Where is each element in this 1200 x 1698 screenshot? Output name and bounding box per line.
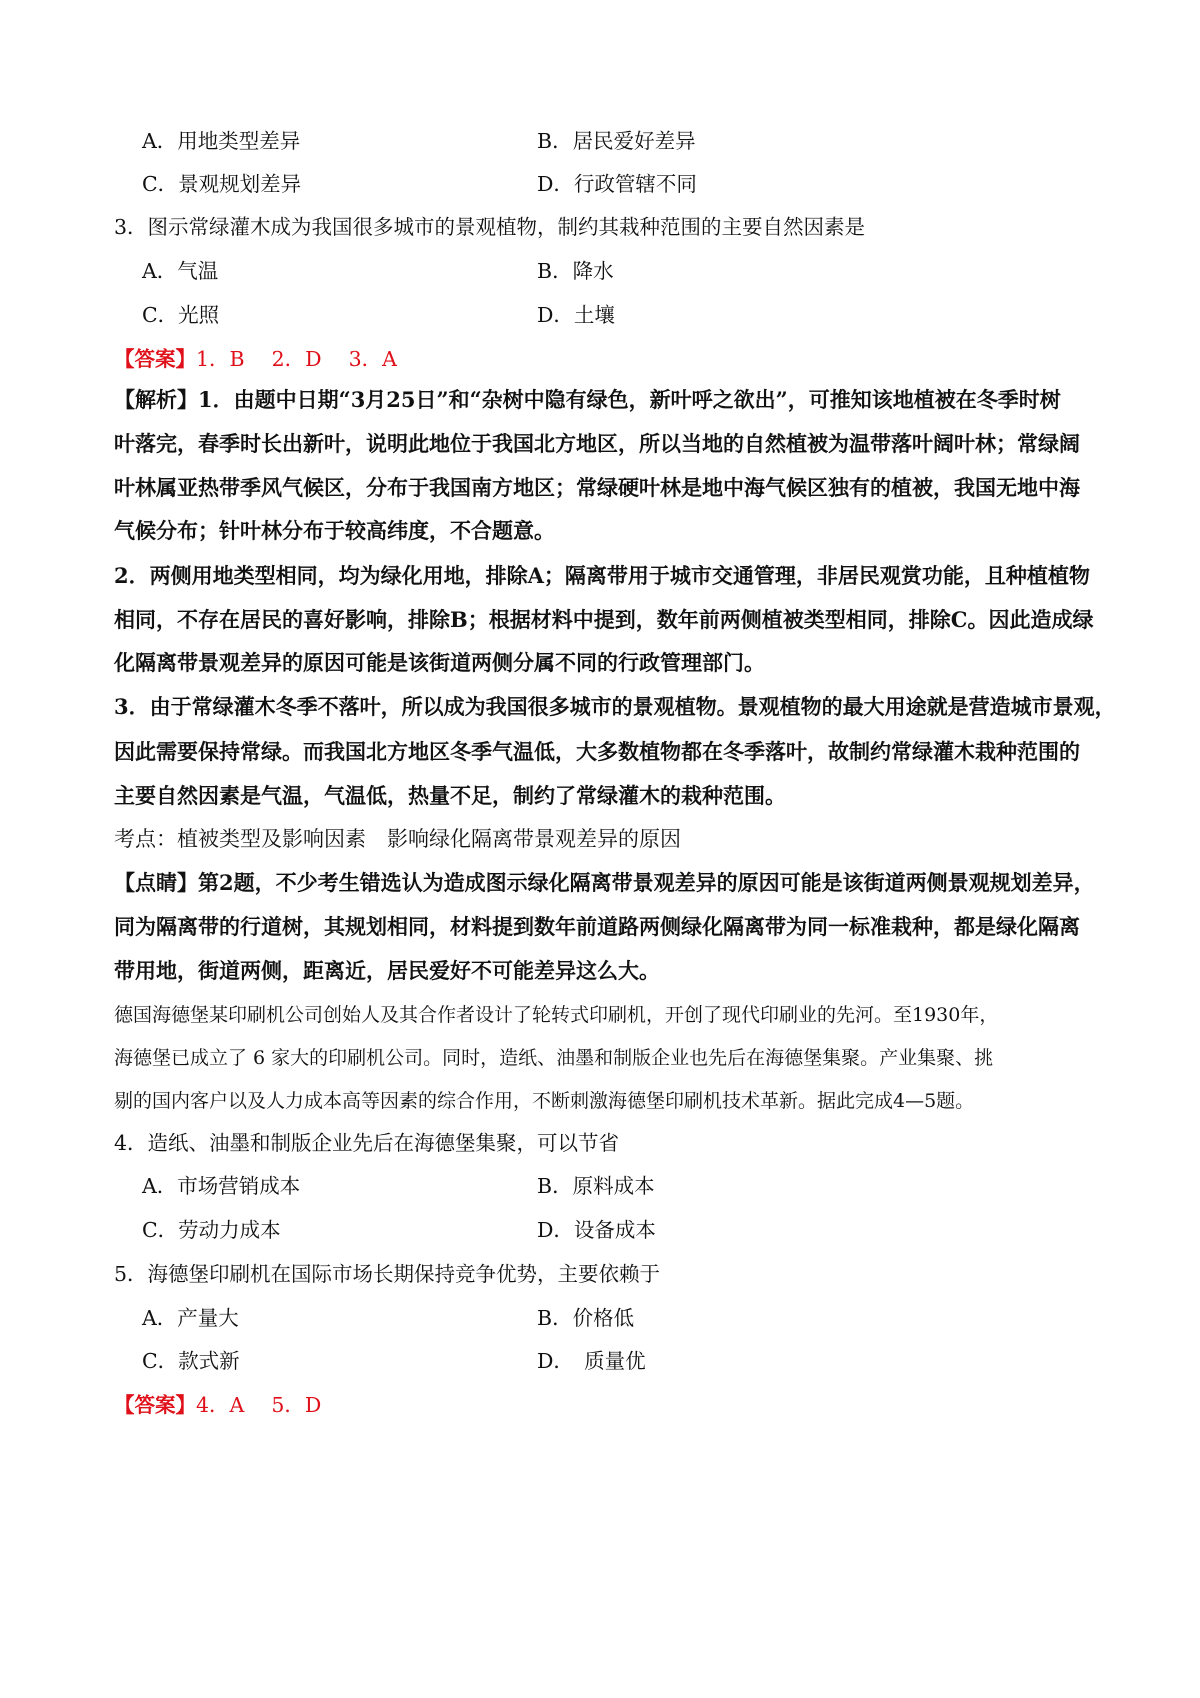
dianjing-line-2: 同为隔离带的行道树，其规划相同，材料提到数年前道路两侧绿化隔离带为同一标准栽种，都是绿化隔离 <box>114 914 1080 939</box>
answer-text: 1．B 2．D 3．A <box>196 347 397 371</box>
q5-option-b: B．价格低 <box>537 1306 635 1330</box>
q2-option-d: D．行政管辖不同 <box>537 172 697 196</box>
analysis-line-2: 叶落完，春季时长出新叶，说明此地位于我国北方地区，所以当地的自然植被为温带落叶阔叶林；常绿阔 <box>114 431 1080 456</box>
q4-option-b: B．原料成本 <box>537 1174 655 1198</box>
q3-option-d: D．土壤 <box>537 303 615 327</box>
analysis-line-8: 3．由于常绿灌木冬季不落叶，所以成为我国很多城市的景观植物。景观植物的最大用途就是营造城市景观， <box>114 694 1116 719</box>
kaodian: 考点：植被类型及影响因素 影响绿化隔离带景观差异的原因 <box>114 827 681 851</box>
q2-option-b: B．居民爱好差异 <box>537 129 696 153</box>
dianjing-line-1 <box>114 868 1095 898</box>
analysis-line-4: 气候分布；针叶林分布于较高纬度，不合题意。 <box>114 518 555 543</box>
analysis-text: 1．由题中日期“3月25日”和“杂树中隐有绿色，新叶呼之欲出”，可推知该地植被在冬季时树 <box>198 387 1061 412</box>
answer-text: 4．A 5．D <box>196 1393 322 1417</box>
answer-1-3 <box>114 344 397 374</box>
answer-label: 【答案】 <box>114 1393 196 1417</box>
answer-4-5 <box>114 1390 321 1420</box>
analysis-line-5: 2．两侧用地类型相同，均为绿化用地，排除A；隔离带用于城市交通管理，非居民观赏功能，且种植植物 <box>114 563 1090 588</box>
analysis-line-10: 主要自然因素是气温，气温低，热量不足，制约了常绿灌木的栽种范围。 <box>114 783 786 808</box>
material-line-2: 海德堡已成立了 6 家大的印刷机公司。同时，造纸、油墨和制版企业也先后在海德堡集聚。产业集聚、挑 <box>114 1047 994 1069</box>
analysis-line-9: 因此需要保持常绿。而我国北方地区冬季气温低，大多数植物都在冬季落叶，故制约常绿灌木栽种范围的 <box>114 739 1080 764</box>
q5-option-c: C．款式新 <box>142 1349 240 1373</box>
q4-stem: 4．造纸、油墨和制版企业先后在海德堡集聚，可以节省 <box>114 1131 620 1155</box>
material-line-1: 德国海德堡某印刷机公司创始人及其合作者设计了轮转式印刷机，开创了现代印刷业的先河。至1930年， <box>114 1004 999 1026</box>
q2-option-c: C．景观规划差异 <box>142 172 302 196</box>
q4-option-d: D．设备成本 <box>537 1218 656 1242</box>
q4-option-c: C．劳动力成本 <box>142 1218 281 1242</box>
q5-stem: 5．海德堡印刷机在国际市场长期保持竞争优势，主要依赖于 <box>114 1262 661 1286</box>
q3-stem: 3．图示常绿灌木成为我国很多城市的景观植物，制约其栽种范围的主要自然因素是 <box>114 215 866 239</box>
answer-label: 【答案】 <box>114 347 196 371</box>
analysis-line-3: 叶林属亚热带季风气候区，分布于我国南方地区；常绿硬叶林是地中海气候区独有的植被，我国无地中海 <box>114 475 1080 500</box>
q3-option-a: A．气温 <box>142 259 219 283</box>
analysis-label: 【解析】 <box>114 387 198 412</box>
material-line-3: 剔的国内客户以及人力成本高等因素的综合作用，不断刺激海德堡印刷机技术革新。据此完成4—5题。 <box>114 1090 975 1112</box>
q5-option-d: D． 质量优 <box>537 1349 646 1373</box>
analysis-line-1 <box>114 385 1061 415</box>
dianjing-text: 第2题，不少考生错选认为造成图示绿化隔离带景观差异的原因可能是该街道两侧景观规划差异， <box>198 870 1095 895</box>
q3-option-c: C．光照 <box>142 303 220 327</box>
q4-option-a: A．市场营销成本 <box>142 1174 301 1198</box>
dianjing-label: 【点睛】 <box>114 870 198 895</box>
q3-option-b: B．降水 <box>537 259 614 283</box>
analysis-line-7: 化隔离带景观差异的原因可能是该街道两侧分属不同的行政管理部门。 <box>114 650 765 675</box>
analysis-line-6: 相同，不存在居民的喜好影响，排除B；根据材料中提到，数年前两侧植被类型相同，排除C。因此造成绿 <box>114 607 1094 632</box>
dianjing-line-3: 带用地，街道两侧，距离近，居民爱好不可能差异这么大。 <box>114 958 660 983</box>
q5-option-a: A．产量大 <box>142 1306 239 1330</box>
q2-option-a: A．用地类型差异 <box>142 129 301 153</box>
